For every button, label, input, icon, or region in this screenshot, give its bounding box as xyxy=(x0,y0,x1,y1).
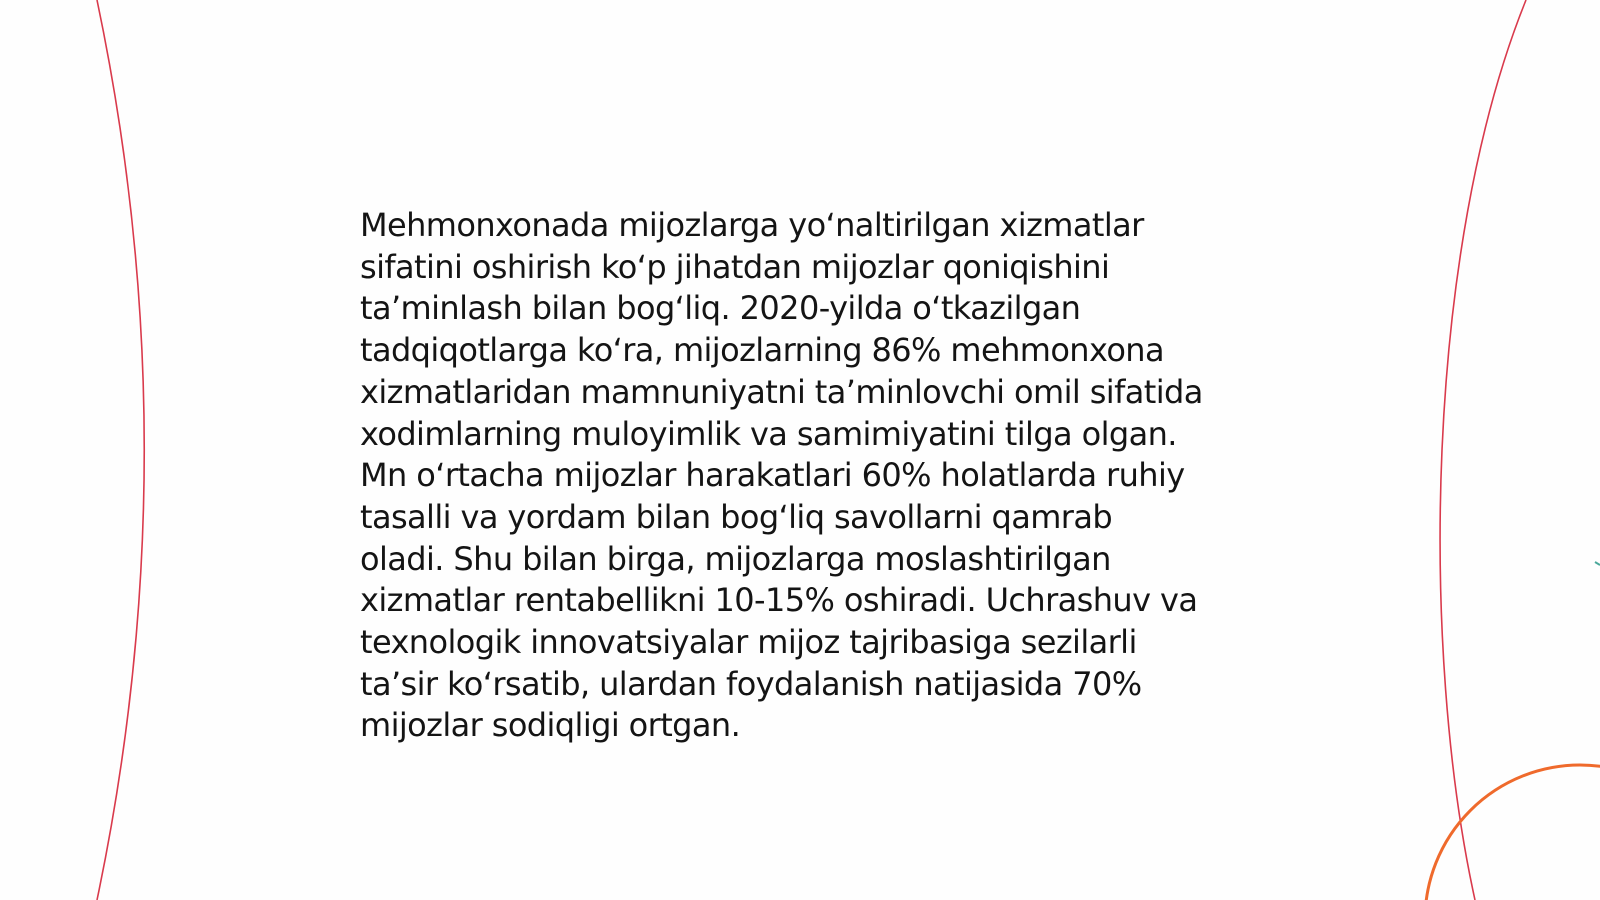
body-line: texnologik innovatsiyalar mijoz tajribasiga sezilarli xyxy=(360,623,1137,662)
body-line: xizmatlaridan mamnuniyatni taʼminlovchi omil sifatida xyxy=(360,372,1203,411)
right-arc-line xyxy=(1440,0,1526,900)
body-line: xizmatlar rentabellikni 10-15% oshiradi. Uchrashuv va xyxy=(360,581,1198,620)
body-text xyxy=(360,205,1260,747)
body-line: tadqiqotlarga koʻra, mijozlarning 86% mehmonxona xyxy=(360,331,1164,370)
body-line: Mn oʻrtacha mijozlar harakatlari 60% holatlarda ruhiy xyxy=(360,456,1185,495)
body-line: Mehmonxonada mijozlarga yoʻnaltirilgan xizmatlar xyxy=(360,206,1144,244)
body-line: oladi. Shu bilan birga, mijozlarga moslashtirilgan xyxy=(360,539,1111,578)
corner-circle-outline xyxy=(1425,765,1600,900)
body-line: mijozlar sodiqligi ortgan. xyxy=(360,706,741,745)
body-line: sifatini oshirish koʻp jihatdan mijozlar qoniqishini xyxy=(360,247,1110,286)
body-line: taʼminlash bilan bogʻliq. 2020-yilda oʻtkazilgan xyxy=(360,289,1081,328)
body-line: taʼsir koʻrsatib, ulardan foydalanish natijasida 70% xyxy=(360,664,1142,703)
body-line: tasalli va yordam bilan bogʻliq savollarni qamrab xyxy=(360,497,1113,536)
body-line: xodimlarning muloyimlik va samimiyatini tilga olgan. xyxy=(360,414,1177,453)
left-arc-line xyxy=(97,0,144,900)
edge-mark xyxy=(1595,562,1600,565)
